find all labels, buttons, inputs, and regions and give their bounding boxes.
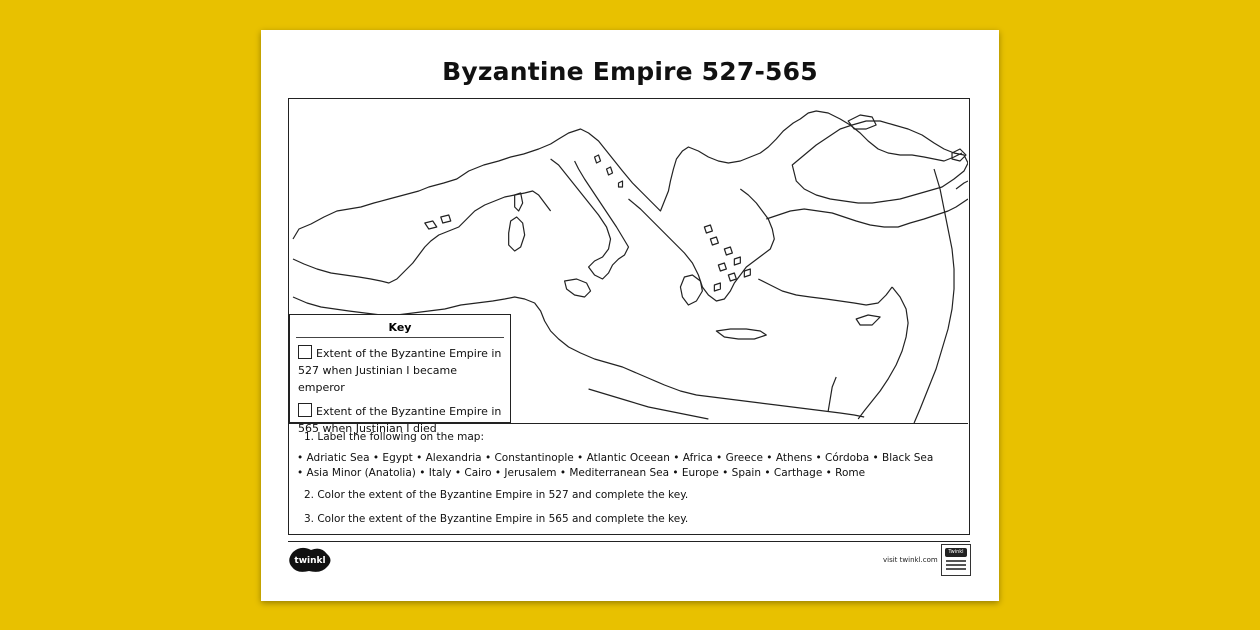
question-1: 1. Label the following on the map: bbox=[304, 431, 484, 443]
spain-south-coast bbox=[293, 191, 551, 283]
key-item-527-label: Extent of the Byzantine Empire in 527 when Justinian I became emperor bbox=[298, 347, 502, 394]
map-key bbox=[289, 314, 511, 435]
checkbox-icon[interactable] bbox=[298, 345, 312, 359]
page-title: Byzantine Empire 527-565 bbox=[442, 57, 818, 86]
questions-section bbox=[289, 425, 968, 533]
black-sea-outline bbox=[792, 121, 968, 203]
footer-divider bbox=[288, 541, 970, 542]
cyprus-outline bbox=[856, 315, 880, 325]
word-list bbox=[297, 451, 962, 481]
seal-label: Twinkl bbox=[945, 548, 967, 557]
visit-link[interactable]: visit twinkl.com bbox=[883, 556, 938, 564]
worksheet bbox=[261, 30, 999, 601]
iberia-outline bbox=[293, 111, 962, 239]
question-2: 2. Color the extent of the Byzantine Empire in 527 and complete the key. bbox=[304, 489, 689, 501]
caspian-edge bbox=[956, 181, 968, 189]
logo-text: twinkl bbox=[294, 556, 326, 566]
sardinia-outline bbox=[509, 217, 525, 251]
twinkl-logo-icon[interactable] bbox=[287, 546, 333, 574]
eastern-rivers bbox=[914, 169, 954, 423]
crete-outline bbox=[716, 329, 766, 339]
nile-river bbox=[828, 377, 836, 411]
peloponnese-outline bbox=[680, 275, 702, 305]
levant-coast bbox=[858, 287, 908, 419]
mediterranean-map bbox=[289, 99, 968, 435]
key-item-527 bbox=[290, 338, 510, 396]
italy-outline bbox=[551, 159, 629, 279]
quality-seal-icon bbox=[941, 544, 971, 576]
key-heading: Key bbox=[296, 315, 504, 338]
word-list-line-2: • Asia Minor (Anatolia) • Italy • Cairo • Jerusalem • Mediterranean Sea • Europe • Spain • Carthage • Rome bbox=[297, 467, 866, 479]
balearic-islands bbox=[425, 215, 451, 229]
worksheet-frame bbox=[288, 98, 970, 535]
anatolia-south-coast bbox=[758, 279, 892, 305]
corsica-outline bbox=[515, 193, 523, 211]
seal-lines bbox=[946, 560, 966, 572]
aegean-islands bbox=[704, 225, 750, 291]
adriatic-islands bbox=[595, 155, 623, 187]
checkbox-icon[interactable] bbox=[298, 403, 312, 417]
question-3: 3. Color the extent of the Byzantine Empire in 565 and complete the key. bbox=[304, 513, 689, 525]
word-list-line-1: • Adriatic Sea • Egypt • Alexandria • Constantinople • Atlantic Oceean • Africa • Greece • Athens • Córdoba • Black Sea bbox=[297, 452, 934, 464]
sicily-outline bbox=[565, 279, 591, 297]
key-item-565-label: Extent of the Byzantine Empire in 565 when Justinian I died bbox=[298, 405, 502, 435]
